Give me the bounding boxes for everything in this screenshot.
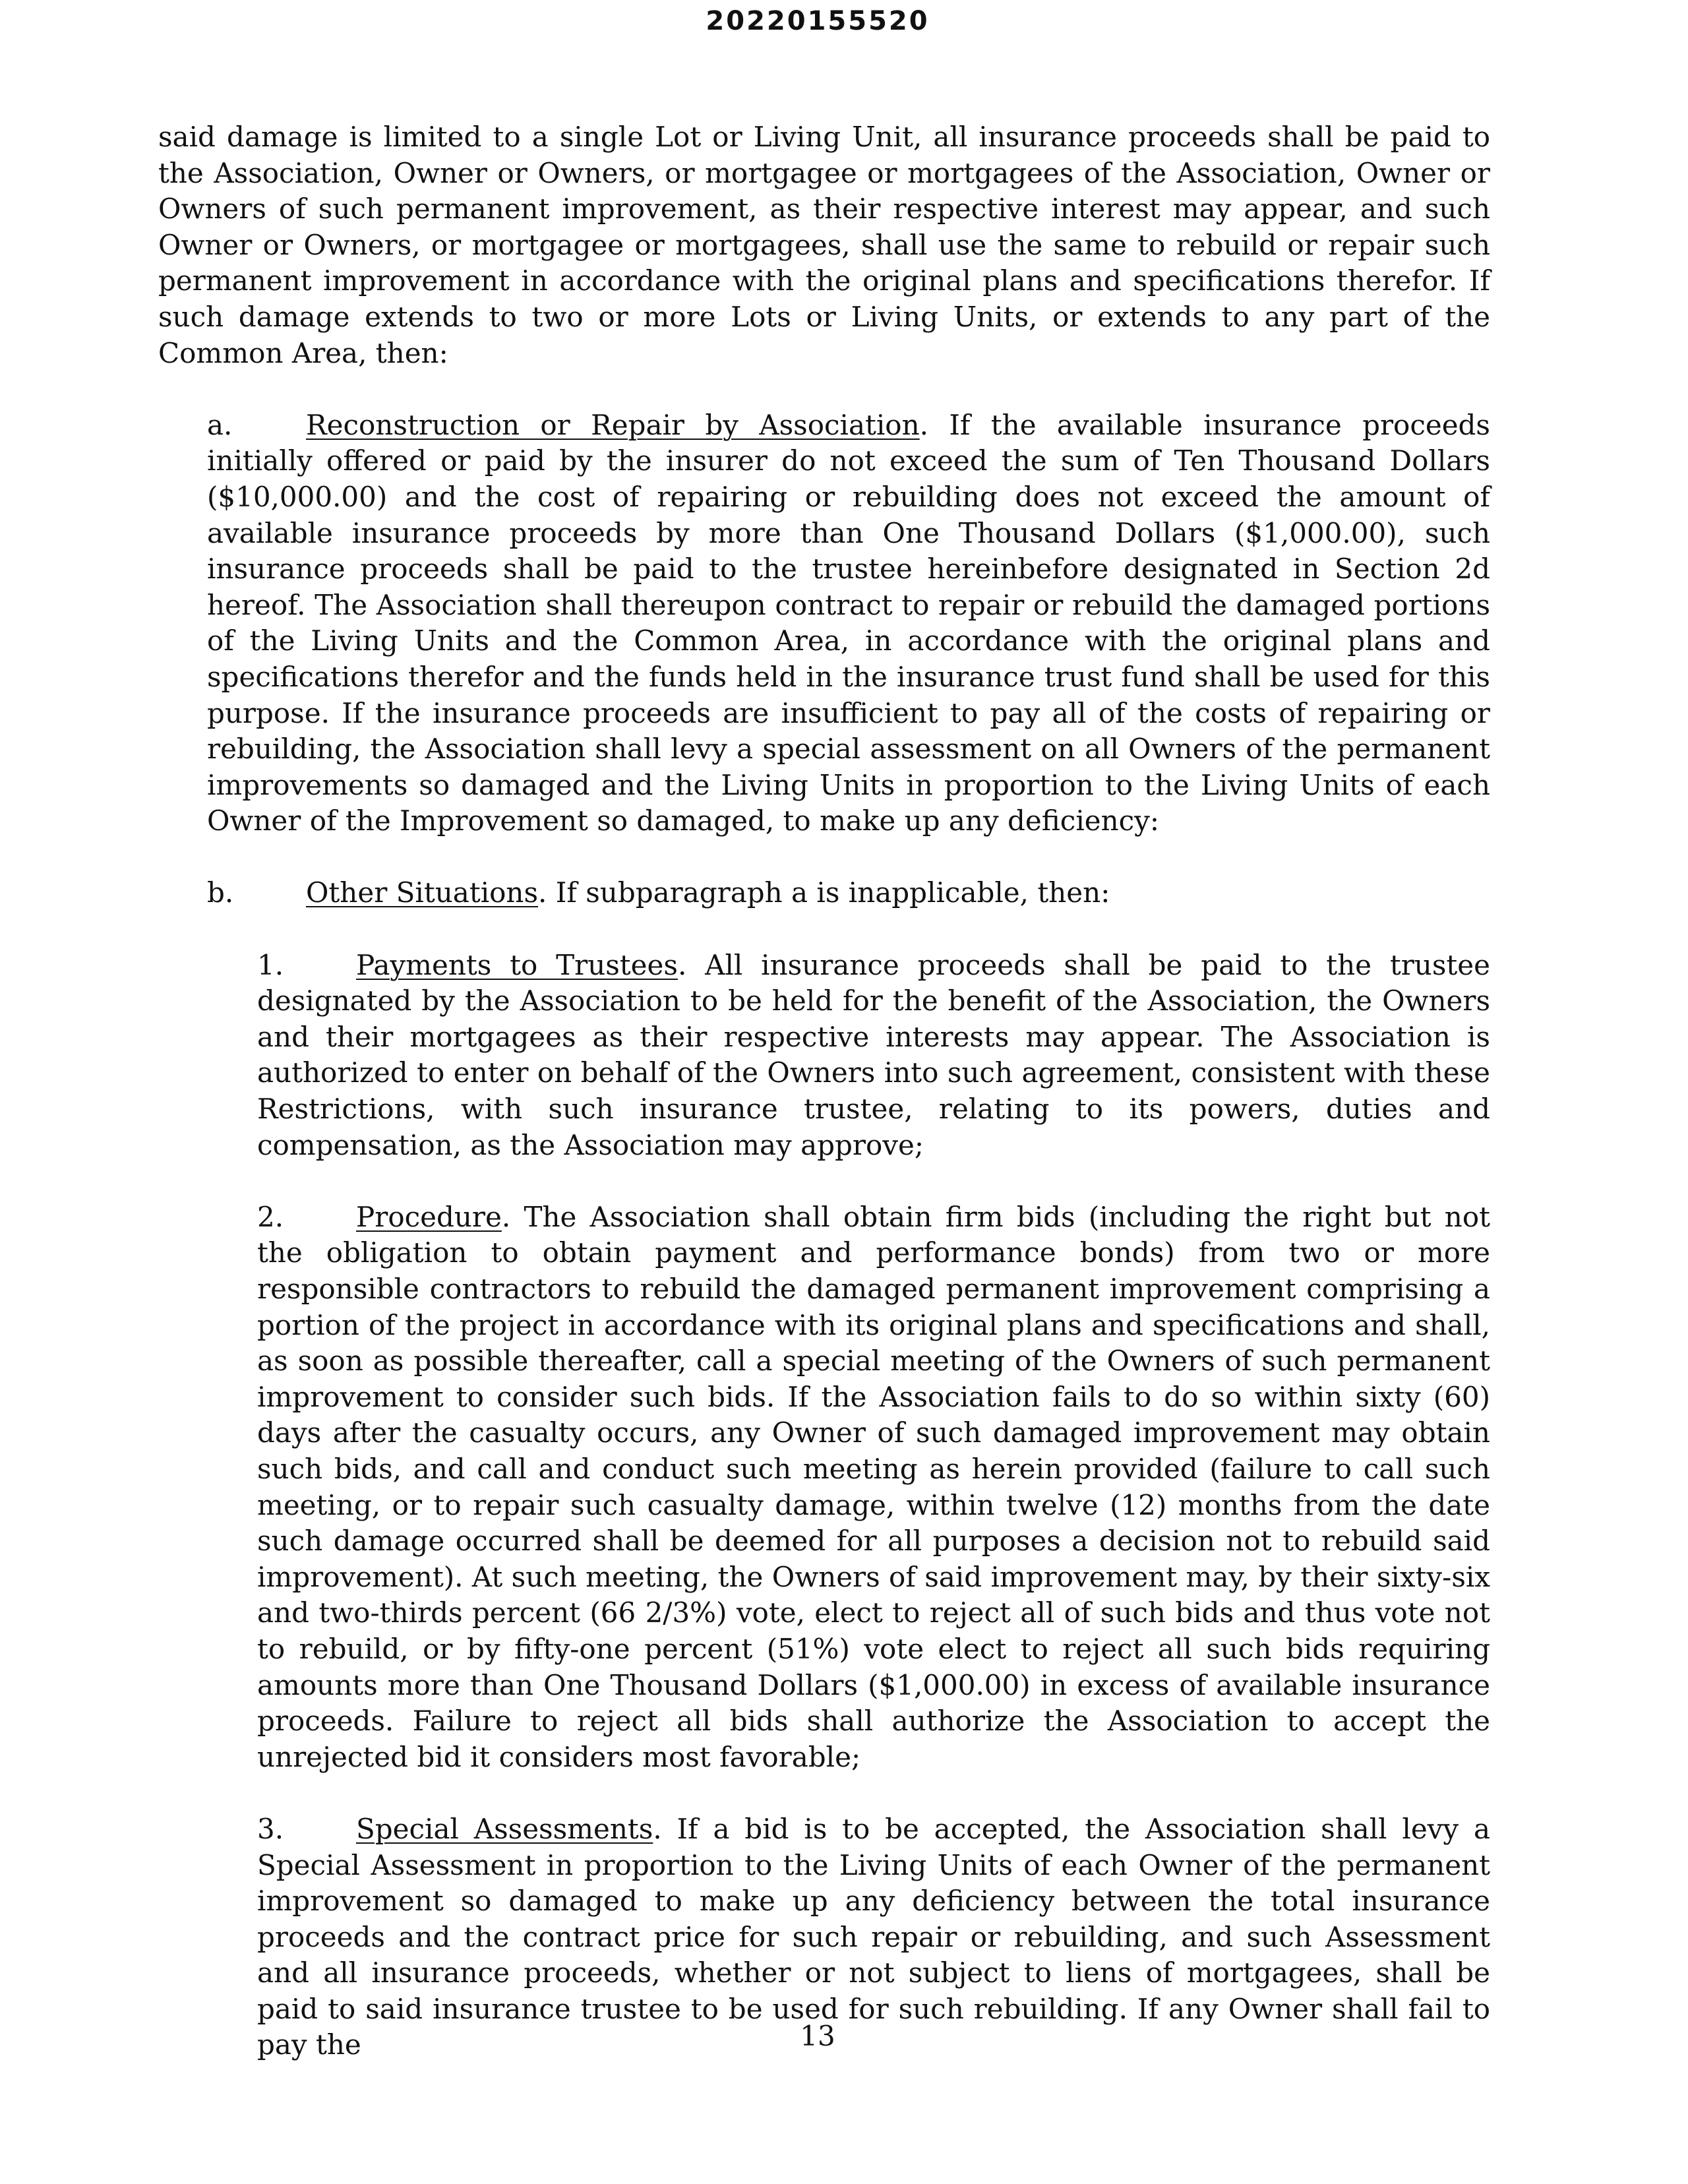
section-b-marker: b. (207, 876, 234, 909)
item-2-text: . The Association shall obtain firm bids (including the right but not the obligation to obtain payment and performance bonds) from two or more responsible contractors to rebuild the damaged permanent improvement comprising a portion of the project in accordance with its original plans and specifications and shall, as soon as possible thereafter, call a special meeting of the Owners of such permanent improvement to consider such bids. If the Association fails to do so within sixty (60) days after the casualty occurs, any Owner of such damaged improvement may obtain such bids, and call and conduct such meeting as herein provided (failure to call such meeting, or to repair such casualty damage, within twelve (12) months from the date such damage occurred shall be deemed for all purposes a decision not to rebuild said improvement). At such meeting, the Owners of said improvement may, by their sixty-six and two-thirds percent (66 2/3%) vote, elect to reject all of such bids and thus vote not to rebuild, or by fifty-one percent (51%) vote elect to reject all such bids requiring amounts more than One Thousand Dollars ($1,000.00) in excess of available insurance proceeds. Failure to reject all bids shall authorize the Association to accept the unrejected bid it considers most favorable; (257, 1200, 1490, 1773)
section-b-text: . If subparagraph a is inapplicable, then: (538, 876, 1110, 909)
item-3-heading: Special Assessments (356, 1812, 653, 1845)
item-1-heading: Payments to Trustees (356, 948, 678, 981)
item-3-text: . If a bid is to be accepted, the Association shall levy a Special Assessment in proportion to the Living Units of each Owner of the permanent improvement so damaged to make up any deficiency between the total insurance proceeds and the contract price for such repair or rebuilding, and such Assessment and all insurance proceeds, whether or not subject to liens of mortgagees, shall be paid to said insurance trustee to be used for such rebuilding. If any Owner shall fail to pay the (257, 1812, 1490, 2061)
item-3-marker: 3. (257, 1812, 284, 1845)
intro-text: said damage is limited to a single Lot or Living Unit, all insurance proceeds shall be paid to the Association, Owner or Owners, or mortgagee or mortgagees of the Association, Owner or Owners of such permanent improvement, as their respective interest may appear, and such Owner or Owners, or mortgagee or mortgagees, shall use the same to rebuild or repair such permanent improvement in accordance with the original plans and specifications therefor. If such damage extends to two or more Lots or Living Units, or extends to any part of the Common Area, then: (158, 121, 1490, 369)
item-2-heading: Procedure (356, 1200, 502, 1233)
item-2-paragraph (257, 1199, 1490, 1776)
item-1-paragraph (257, 948, 1490, 1164)
section-b-paragraph (207, 875, 1490, 911)
item-2-marker: 2. (257, 1200, 284, 1233)
section-a-text: . If the available insurance proceeds initially offered or paid by the insurer do not exceed the sum of Ten Thousand Dollars ($10,000.00) and the cost of repairing or rebuilding does not exceed the amount of available insurance proceeds by more than One Thousand Dollars ($1,000.00), such insurance proceeds shall be paid to the trustee hereinbefore designated in Section 2d hereof. The Association shall thereupon contract to repair or rebuild the damaged portions of the Living Units and the Common Area, in accordance with the original plans and specifications therefor and the funds held in the insurance trust fund shall be used for this purpose. If the insurance proceeds are insufficient to pay all of the costs of repairing or rebuilding, the Association shall levy a special assessment on all Owners of the permanent improvements so damaged and the Living Units in proportion to the Living Units of each Owner of the Improvement so damaged, to make up any deficiency: (207, 408, 1490, 837)
item-1-marker: 1. (257, 948, 284, 981)
section-a-marker: a. (207, 408, 233, 441)
page-number: 13 (800, 2020, 835, 2052)
section-a-heading: Reconstruction or Repair by Association (306, 408, 920, 441)
intro-paragraph (158, 119, 1490, 371)
item-1-text: . All insurance proceeds shall be paid to the trustee designated by the Association to be held for the benefit of the Association, the Owners and their mortgagees as their respective interests may appear. The Association is authorized to enter on behalf of the Owners into such agreement, consistent with these Restrictions, with such insurance trustee, relating to its powers, duties and compensation, as the Association may approve; (257, 948, 1491, 1161)
document-number: 20220155520 (706, 6, 930, 36)
section-a-paragraph (207, 408, 1490, 839)
document-body (158, 119, 1490, 2063)
section-b-heading: Other Situations (306, 876, 539, 909)
